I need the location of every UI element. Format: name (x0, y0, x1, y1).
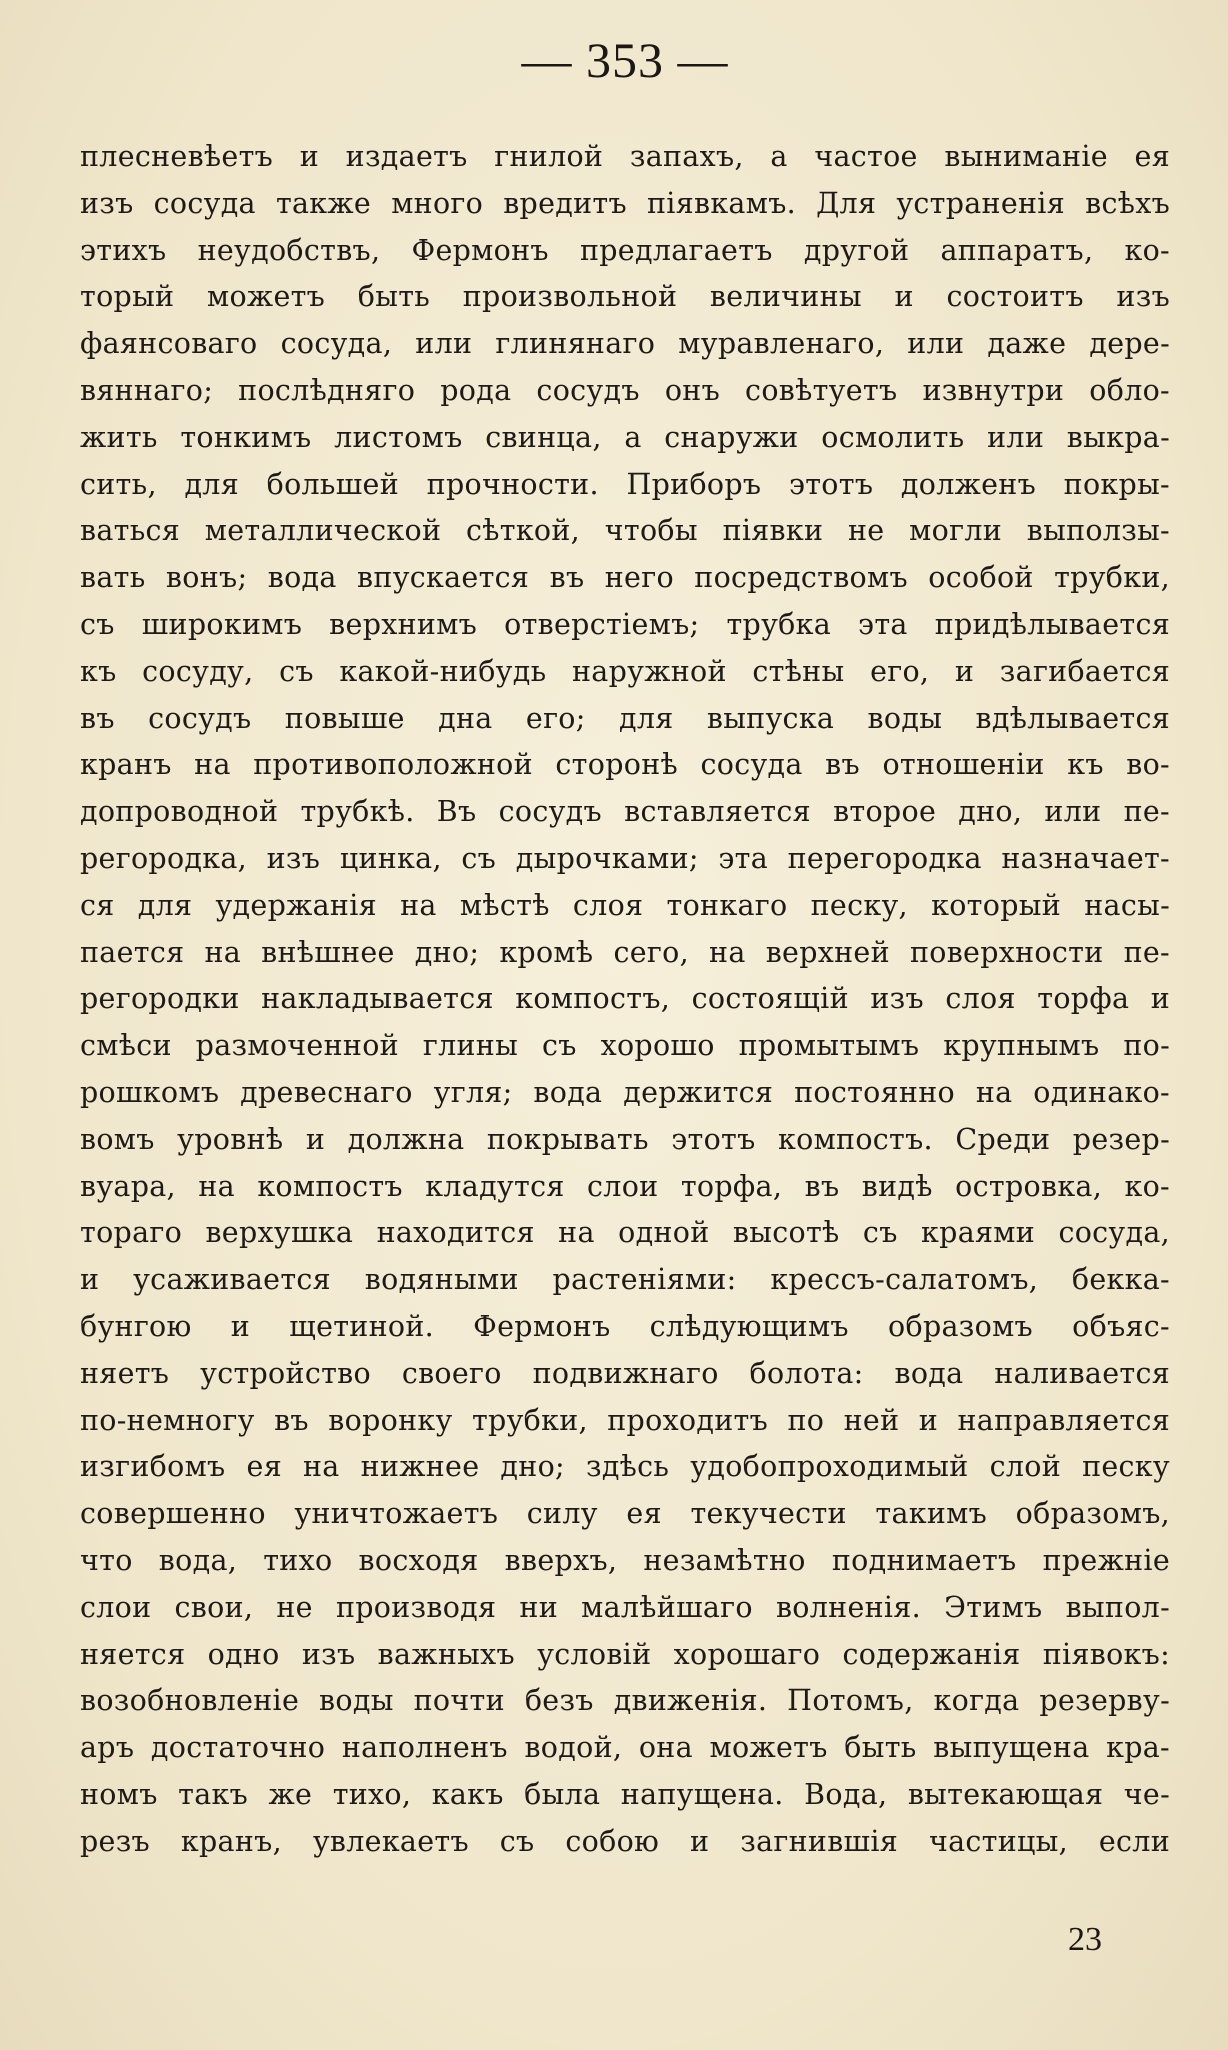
text-line: вомъ уровнѣ и должна покрывать этотъ компостъ. Среди резер- (80, 1122, 1170, 1156)
text-line: въ сосудъ повыше дна его; для выпуска воды вдѣлывается (80, 701, 1170, 735)
text-line: сить, для большей прочности. Приборъ этотъ долженъ покры- (80, 467, 1170, 501)
text-line: бунгою и щетиной. Фермонъ слѣдующимъ образомъ объяс- (80, 1309, 1170, 1343)
text-line: регородки накладывается компостъ, состоящiй изъ слоя торфа и (80, 982, 1170, 1016)
text-line: вуара, на компостъ кладутся слои торфа, въ видѣ островка, ко- (80, 1169, 1170, 1203)
text-line: изъ сосуда также много вредитъ пiявкамъ. Для устраненiя всѣхъ (80, 186, 1170, 220)
text-line: ся для удержанiя на мѣстѣ слоя тонкаго песку, который насы- (80, 888, 1170, 922)
text-line: фаянсоваго сосуда, или глинянаго муравленаго, или даже дере- (80, 327, 1170, 361)
text-line: резъ кранъ, увлекаетъ съ собою и загнившiя частицы, если (80, 1824, 1170, 1858)
text-line: пается на внѣшнее дно; кромѣ сего, на верхней поверхности пе- (80, 935, 1170, 969)
text-line: вяннаго; послѣдняго рода сосудъ онъ совѣтуетъ извнутри обло- (80, 373, 1170, 407)
text-line: жить тонкимъ листомъ свинца, а снаружи осмолить или выкра- (80, 420, 1170, 454)
text-line: номъ такъ же тихо, какъ была напущена. Вода, вытекающая че- (80, 1777, 1170, 1811)
body-text (80, 134, 1170, 1865)
text-line: плесневѣетъ и издаетъ гнилой запахъ, а частое выниманiе ея (80, 140, 1170, 173)
text-line: съ широкимъ верхнимъ отверстiемъ; трубка эта придѣлывается (80, 607, 1170, 641)
text-line: и усаживается водяными растенiями: крессъ-салатомъ, бекка- (80, 1263, 1170, 1297)
text-line: торый можетъ быть произвольной величины и состоитъ изъ (80, 280, 1170, 314)
text-line: совершенно уничтожаетъ силу ея текучести такимъ образомъ, (80, 1497, 1170, 1531)
text-line: возобновленiе воды почти безъ движенiя. Потомъ, когда резерву- (80, 1684, 1170, 1718)
text-line: слои свои, не производя ни малѣйшаго волненiя. Этимъ выпол- (80, 1590, 1170, 1624)
text-line: ваться металлической сѣткой, чтобы пiявки не могли выползы- (80, 514, 1170, 548)
text-line: кранъ на противоположной сторонѣ сосуда въ отношенiи къ во- (80, 748, 1170, 782)
text-line: этихъ неудобствъ, Фермонъ предлагаетъ другой аппаратъ, ко- (80, 233, 1170, 267)
text-line: регородка, изъ цинка, съ дырочками; эта перегородка назначает- (80, 841, 1170, 875)
text-line: аръ достаточно наполненъ водой, она можетъ быть выпущена кра- (80, 1731, 1170, 1765)
text-line: что вода, тихо восходя вверхъ, незамѣтно поднимаетъ прежнiе (80, 1543, 1170, 1577)
text-line: допроводной трубкѣ. Въ сосудъ вставляется второе дно, или пе- (80, 795, 1170, 829)
text-line: рошкомъ древеснаго угля; вода держится постоянно на одинако- (80, 1075, 1170, 1109)
text-line: вать вонъ; вода впускается въ него посредствомъ особой трубки, (80, 561, 1170, 595)
text-line: няется одно изъ важныхъ условiй хорошаго содержанiя пiявокъ: (80, 1637, 1170, 1671)
book-page (80, 30, 1170, 2030)
page-number: — 353 — (521, 32, 729, 88)
text-line: къ сосуду, съ какой-нибудь наружной стѣны его, и загибается (80, 654, 1170, 688)
signature-mark: 23 (1068, 1921, 1102, 1958)
text-line: тораго верхушка находится на одной высотѣ съ краями сосуда, (80, 1216, 1170, 1250)
text-line: по-немногу въ воронку трубки, проходитъ по ней и направляется (80, 1403, 1170, 1437)
text-line: изгибомъ ея на нижнее дно; здѣсь удобопроходимый слой песку (80, 1450, 1170, 1484)
text-line: няетъ устройство своего подвижнаго болота: вода наливается (80, 1356, 1170, 1390)
text-line: смѣси размоченной глины съ хорошо промытымъ крупнымъ по- (80, 1029, 1170, 1063)
